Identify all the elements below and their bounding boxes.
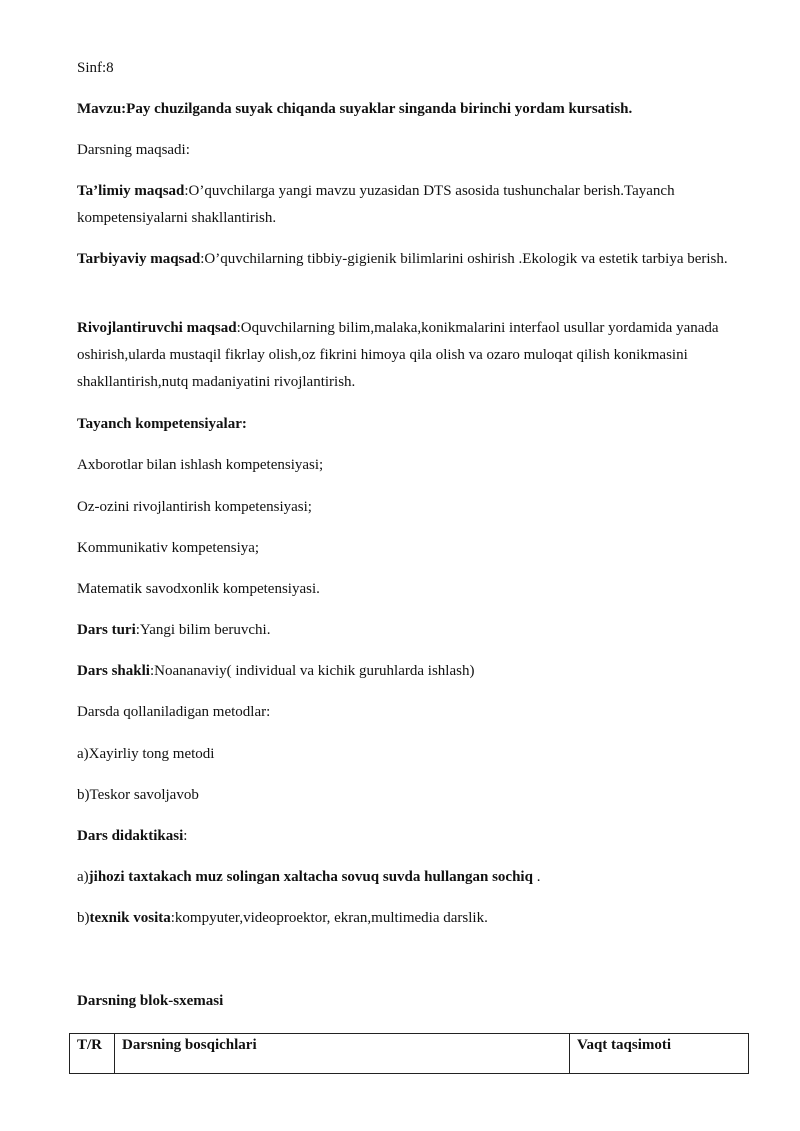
topic-text: Pay chuzilganda suyak chiqanda suyaklar singanda birinchi yordam kursatish. [126,101,633,117]
developmental-goal-label: Rivojlantiruvchi maqsad [77,320,237,336]
grade-line: Sinf:8 [77,60,114,76]
competency-item: Axborotlar bilan ishlash kompetensiyasi; [77,457,324,473]
lesson-type-text: :Yangi bilim beruvchi. [135,622,271,638]
lesson-form [77,658,737,685]
method-item: b)Teskor savoljavob [77,787,199,803]
didactics-label: Dars didaktikasi [77,828,184,844]
competency-item: Matematik savodxonlik kompetensiyasi. [77,581,320,597]
developmental-goal [77,315,737,396]
upbringing-goal-text: :O’quvchilarning tibbiy-gigienik bilimlarini oshirish .Ekologik va estetik tarbiya berish. [200,251,728,267]
methods-heading: Darsda qollaniladigan metodlar: [77,704,271,720]
upbringing-goal-label: Tarbiyaviy maqsad [77,251,201,267]
didactics-technical: b)texnik vosita:kompyuter,videoproektor, ekran,multimedia darslik. [77,910,488,926]
table-header-number: T/R [70,1034,115,1074]
table-header-row [70,1034,749,1074]
lesson-form-text: :Noananaviy( individual va kichik guruhlarda ishlash) [149,663,475,679]
didactics-equipment: a)jihozi taxtakach muz solingan xaltacha sovuq suvda hullangan sochiq . [77,869,541,885]
educational-goal [77,178,737,232]
table-header-time: Vaqt taqsimoti [570,1034,749,1074]
equipment-text: jihozi taxtakach muz solingan xaltacha sovuq suvda hullangan sochiq [88,869,533,885]
topic-label: Mavzu: [77,101,127,117]
educational-goal-label: Ta’limiy maqsad [77,183,185,199]
method-item: a)Xayirliy tong metodi [77,746,215,762]
upbringing-goal [77,246,737,273]
educational-goal-text: :O’quvchilarga yangi mavzu yuzasidan DTS asosida tushunchalar berish.Tayanch kompetensiyalarni shakllantirish. [77,183,675,226]
lesson-type [77,617,737,644]
competency-item: Oz-ozini rivojlantirish kompetensiyasi; [77,499,312,515]
lesson-stages-table [69,1033,749,1074]
developmental-goal-text: :Oquvchilarning bilim,malaka,konikmalarini interfaol usullar yordamida yanada oshirish,ularda mustaqil fikrlay olish,oz fikrini himoya qila olish va ozaro muloqat qilish konikmasini shakllantirish,nutq madaniyatini rivojlantirish. [77,320,719,390]
technical-text: :kompyuter,videoproektor, ekran,multimedia darslik. [170,910,488,926]
competency-item: Kommunikativ kompetensiya; [77,540,260,556]
technical-label: texnik vosita [89,910,171,926]
lesson-form-label: Dars shakli [77,663,150,679]
competencies-heading: Tayanch kompetensiyalar: [77,416,247,432]
goals-heading: Darsning maqsadi: [77,142,190,158]
block-scheme-heading: Darsning blok-sxemasi [77,993,224,1009]
didactics-heading: Dars didaktikasi: [77,828,188,844]
table-header-stages: Darsning bosqichlari [115,1034,570,1074]
lesson-type-label: Dars turi [77,622,136,638]
topic-line [77,96,737,123]
